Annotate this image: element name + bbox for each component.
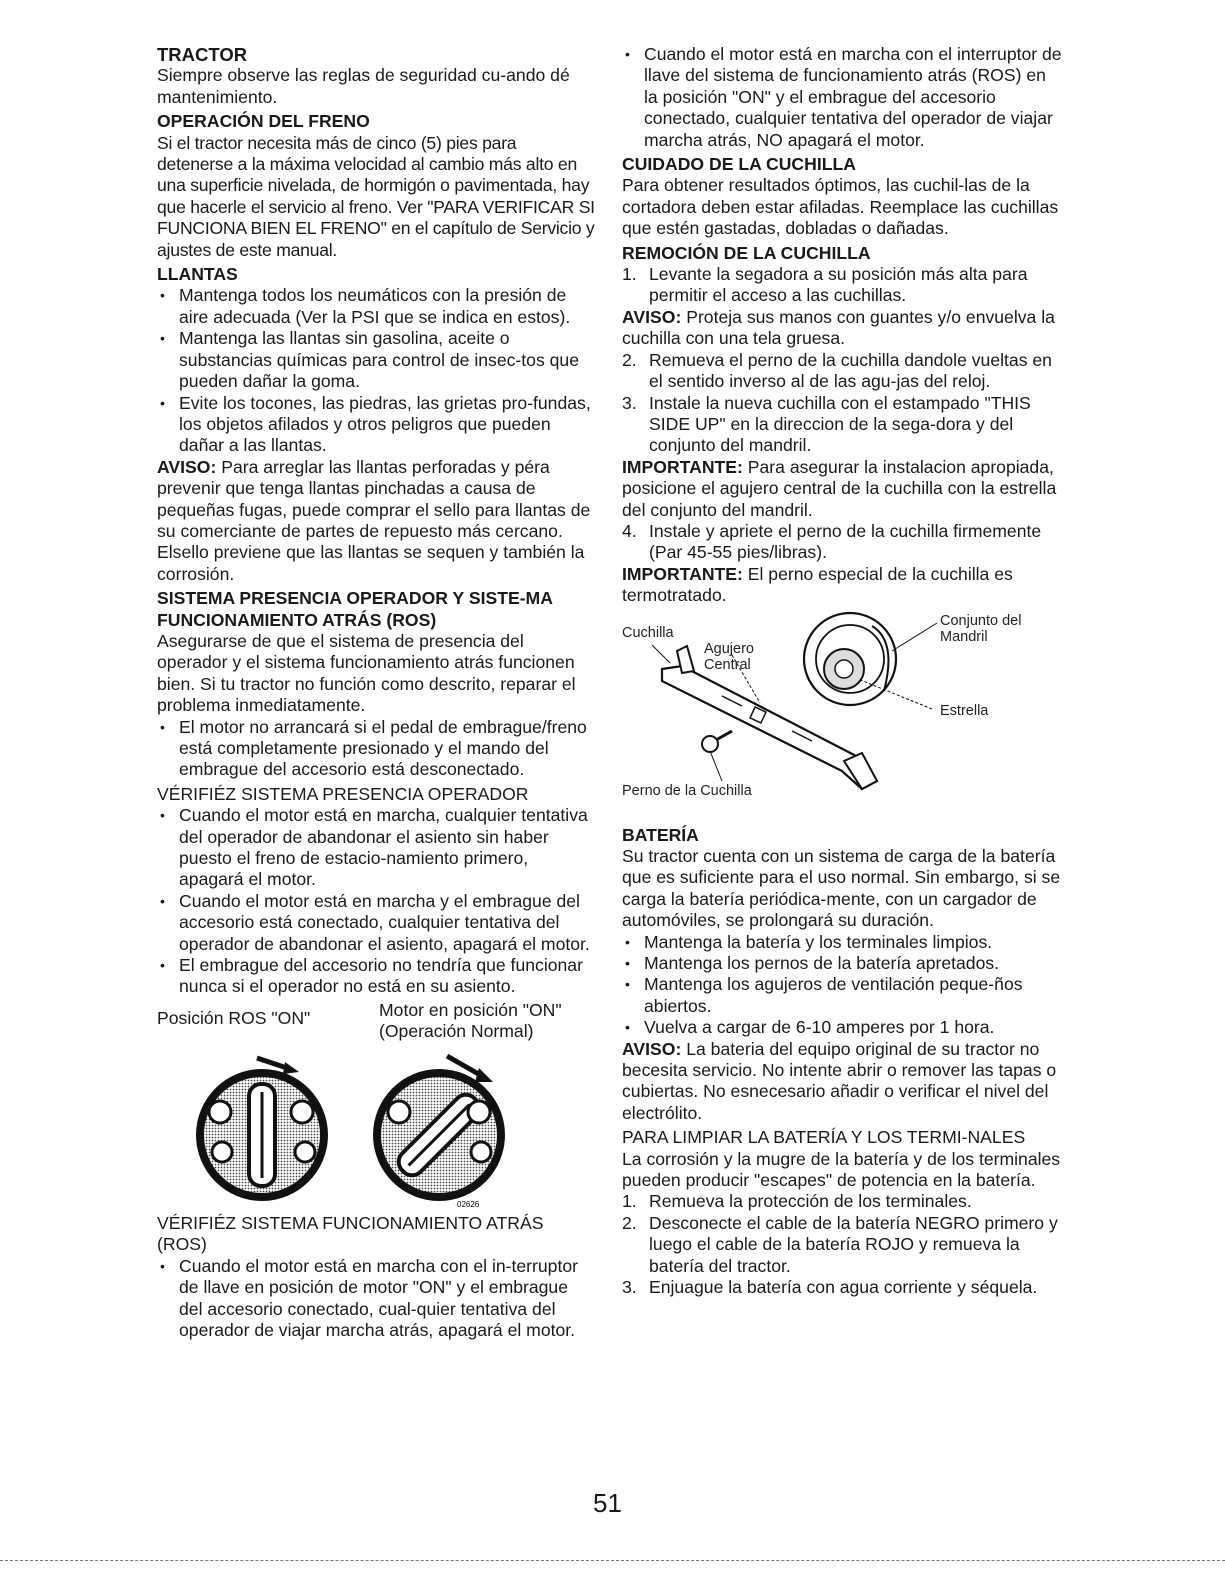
list-item: • Cuando el motor está en marcha y el embrague del accesorio está conectado, cualquier tentativa del operador de abandonar el asiento, apagará el motor.: [157, 891, 595, 955]
blade-notice: [622, 307, 1062, 350]
list-item: [622, 393, 1062, 457]
tractor-text: Siempre observe las reglas de seguridad cu-ando dé mantenimiento.: [157, 65, 570, 107]
system-list: [157, 717, 595, 781]
right-column: [622, 44, 1062, 1299]
step-number: 4.: [622, 520, 637, 541]
list-item: • Mantenga los agujeros de ventilación peque-ños abiertos.: [622, 974, 1062, 1017]
step-number: 1.: [622, 264, 637, 285]
list-item: • Mantenga la batería y los terminales limpios.: [622, 932, 1062, 953]
figure-label-ros: Posición ROS "ON": [157, 1007, 311, 1028]
important-label: IMPORTANTE:: [622, 563, 743, 584]
important-note-1: [622, 457, 1062, 521]
step-text: Desconecte el cable de la batería NEGRO primero y luego el cable de la batería ROJO y remueva la batería del tractor.: [649, 1212, 1058, 1276]
list-item: • El embrague del accesorio no tendría que funcionar nunca si el operador no está en su asiento.: [157, 955, 595, 998]
figure-code: 02626: [457, 1199, 480, 1209]
step-number: 2.: [622, 349, 637, 370]
step-text: Instale la nueva cuchilla con el estampado "THIS SIDE UP" en la direccion de la sega-dora y del conjunto del mandril.: [649, 392, 1031, 456]
list-item: [622, 264, 1062, 307]
blade-removal-heading: REMOCIÓN DE LA CUCHILLA: [622, 242, 871, 263]
fig-label-mandril: Mandril: [940, 628, 988, 645]
blade-care-text: Para obtener resultados óptimos, las cuchil-las de la cortadora deben estar afiladas. Reemplace las cuchillas que estén gastadas, dobladas o dañadas.: [622, 175, 1059, 239]
notice-text: Proteja sus manos con guantes y/o envuelva la cuchilla con una tela gruesa.: [622, 306, 1055, 349]
blade-steps-b: [622, 350, 1062, 457]
fig-label-conjunto: Conjunto del: [940, 612, 1022, 629]
tractor-heading: TRACTOR: [157, 44, 248, 65]
blade-steps-a: [622, 264, 1062, 307]
fig-label-cuchilla: Cuchilla: [622, 624, 674, 641]
ignition-switch-illustration: [187, 1040, 567, 1210]
tires-list: [157, 285, 595, 456]
ros-list: [622, 44, 1062, 151]
step-number: 2.: [622, 1212, 637, 1233]
step-number: 1.: [622, 1191, 637, 1212]
fig-label-perno: Perno de la Cuchilla: [622, 782, 752, 799]
list-item: • Cuando el motor está en marcha, cualquier tentativa del operador de abandonar el asiento sin haber puesto el freno de estacio-namiento primero, apagará el motor.: [157, 805, 595, 891]
notice-text: Para arreglar las llantas perforadas y péra prevenir que tenga llantas pinchadas a causa de pequeñas fugas, puede comprar el sello para llantas de su comerciante de partes de repuesto más cercano. Elsello previene que las llantas se sequen y también la corrosión.: [157, 456, 591, 584]
important-label: IMPORTANTE:: [622, 456, 743, 477]
system-text: Asegurarse de que el sistema de presencia del operador y el sistema funcionamiento atrás funcionen bien. Si tu tractor no función como descrito, reparar el problema inmediatamente.: [157, 630, 576, 716]
list-item: • Evite los tocones, las piedras, las grietas pro-fundas, los objetos afilados y otros peligros que pueden dañar a las llantas.: [157, 393, 595, 457]
fig-label-agujero: Agujero: [704, 640, 754, 657]
figure-label-normal: (Operación Normal): [379, 1020, 534, 1041]
ignition-figure: [157, 1000, 595, 1210]
list-item: • Mantenga las llantas sin gasolina, aceite o substancias químicas para control de insec-tos que pueden dañar la goma.: [157, 328, 595, 392]
list-item: • Cuando el motor está en marcha con el interruptor de llave del sistema de funcionamiento atrás (ROS) en la posición "ON" y el embrague del accesorio conectado, cualquier tentativa del operador de viajar marcha atrás, NO apagará el motor.: [622, 44, 1062, 151]
notice-label: AVISO:: [157, 456, 217, 477]
notice-label: AVISO:: [622, 306, 682, 327]
page-bottom-divider: [0, 1560, 1225, 1561]
clean-heading: PARA LIMPIAR LA BATERÍA Y LOS TERMI-NALES: [622, 1127, 1026, 1148]
fig-label-central: Central: [704, 656, 751, 673]
verify-ros-list: [157, 1256, 595, 1342]
step-number: 3.: [622, 392, 637, 413]
verify-ros-heading: VÉRIFIÉZ SISTEMA FUNCIONAMIENTO ATRÁS (ROS): [157, 1212, 544, 1255]
important-note-2: [622, 564, 1062, 607]
step-text: Instale y apriete el perno de la cuchilla firmemente (Par 45-55 pies/libras).: [649, 520, 1042, 563]
list-item: [622, 1213, 1062, 1277]
list-item: [622, 1277, 1062, 1298]
list-item: • Mantenga los pernos de la batería apretados.: [622, 953, 1062, 974]
brake-text: Si el tractor necesita más de cinco (5) pies para detenerse a la máxima velocidad al cambio más alto en una superficie nivelada, de hormigón o pavimentada, hay que hacerle el servicio al freno. Ver "PARA VERIFICAR SI FUNCIONA BIEN EL FRENO" en el capítulo de Servicio y ajustes de este manual.: [157, 132, 595, 260]
notice-label: AVISO:: [622, 1038, 682, 1059]
clean-steps: [622, 1191, 1062, 1298]
list-item: [622, 350, 1062, 393]
tires-heading: LLANTAS: [157, 264, 238, 285]
list-item: [622, 521, 1062, 564]
step-text: Remueva la protección de los terminales.: [649, 1191, 972, 1212]
system-heading: SISTEMA PRESENCIA OPERADOR Y SISTE-MA FUNCIONAMIENTO ATRÁS (ROS): [157, 588, 553, 630]
battery-heading: BATERÍA: [622, 824, 699, 845]
list-item: • Vuelva a cargar de 6-10 amperes por 1 hora.: [622, 1017, 1062, 1038]
list-item: • Mantenga todos los neumáticos con la presión de aire adecuada (Ver la PSI que se indica en estos).: [157, 285, 595, 328]
motor-on-switch-icon: [373, 1056, 505, 1201]
ros-switch-icon: [196, 1058, 328, 1201]
step-text: Levante la segadora a su posición más alta para permitir el acceso a las cuchillas.: [649, 264, 1028, 306]
blade-steps-c: [622, 521, 1062, 564]
list-item: • El motor no arrancará si el pedal de embrague/freno está completamente presionado y el mando del embrague del accesorio está desconectado.: [157, 717, 595, 781]
list-item: [622, 1191, 1062, 1212]
page-number: 51: [593, 1488, 622, 1518]
step-number: 3.: [622, 1277, 637, 1298]
fig-label-estrella: Estrella: [940, 702, 989, 719]
left-column: [157, 44, 595, 1341]
step-text: Remueva el perno de la cuchilla dandole vueltas en el sentido inverso al de las agu-jas del reloj.: [649, 349, 1052, 392]
verify-operator-heading: VÉRIFIÉZ SISTEMA PRESENCIA OPERADOR: [157, 783, 529, 804]
notice-text: La bateria del equipo original de su tractor no becesita servicio. No intente abrir o remover las tapas o cubiertas. No esnecesario añadir o verificar el nivel del electrólito.: [622, 1038, 1057, 1123]
brake-heading: OPERACIÓN DEL FRENO: [157, 111, 370, 132]
blade-care-heading: CUIDADO DE LA CUCHILLA: [622, 154, 856, 175]
blade-figure: [622, 611, 1062, 811]
figure-label-motor: Motor en posición "ON": [379, 999, 562, 1020]
battery-text: Su tractor cuenta con un sistema de carga de la batería que es suficiente para el uso normal. Sin embargo, si se carga la batería periódica-mente, con un cargador de automóviles, se prolongará su duración.: [622, 845, 1061, 931]
battery-notice: [622, 1039, 1062, 1125]
verify-operator-list: [157, 805, 595, 998]
blade-assembly-illustration: [622, 611, 1062, 811]
tires-notice: [157, 457, 595, 585]
important-text: El perno especial de la cuchilla es termotratado.: [622, 563, 1013, 606]
step-text: Enjuague la batería con agua corriente y séquela.: [649, 1277, 1038, 1298]
important-text: Para asegurar la instalacion apropiada, posicione el agujero central de la cuchilla con la estrella del conjunto del mandril.: [622, 456, 1057, 520]
battery-list: [622, 932, 1062, 1039]
clean-text: La corrosión y la mugre de la batería y de los terminales pueden producir "escapes" de potencia en la batería.: [622, 1148, 1061, 1191]
list-item: • Cuando el motor está en marcha con el in-terruptor de llave en posición de motor "ON" y el embrague del accesorio conectado, cual-quier tentativa del operador de viajar marcha atrás, apagará el motor.: [157, 1256, 595, 1342]
